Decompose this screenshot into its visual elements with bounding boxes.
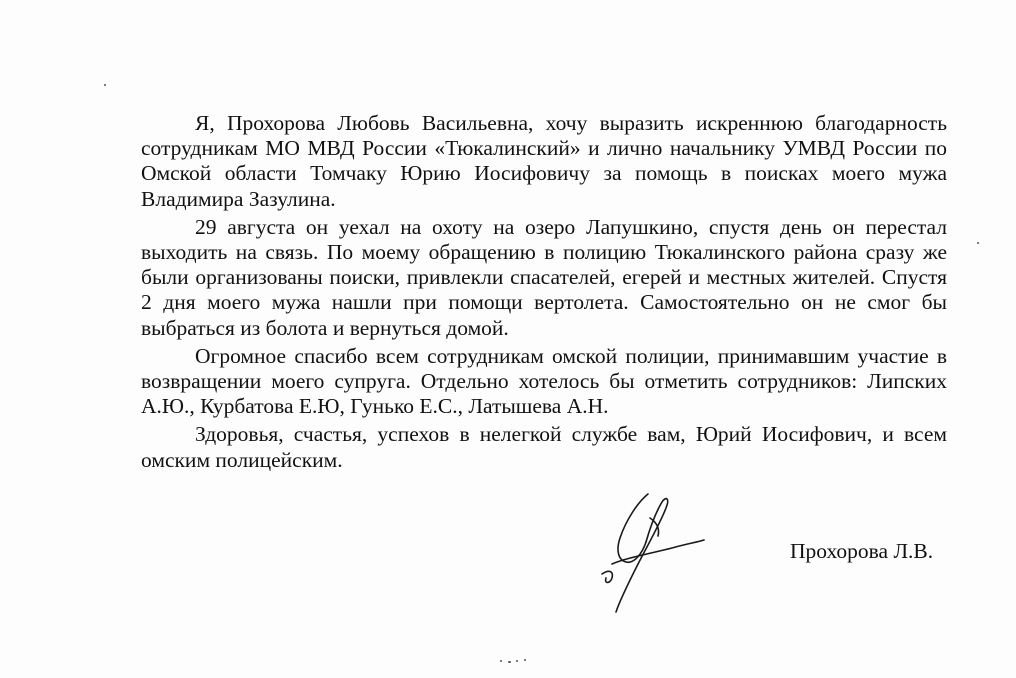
paragraph-thanks-officers: Огромное спасибо всем сотрудникам омской полиции, принимавшим участие в возвращении моего супруга. Отдельно хотелось бы отметить сотрудников: Липских А.Ю., Курбатова Е.Ю, Гунько Е.С., Латышева А.Н.: [141, 343, 947, 419]
scan-speck: [516, 660, 518, 662]
scan-speck: [977, 242, 979, 244]
scan-speck: [508, 661, 511, 663]
handwritten-signature: [590, 488, 710, 618]
scan-speck: [524, 659, 526, 661]
paragraph-gratitude: Я, Прохорова Любовь Васильевна, хочу выразить искреннюю благодарность сотрудникам МО МВД России «Тюкалинский» и лично начальнику УМВД России по Омской области Томчаку Юрию Иосифовичу за помощь в поисках моего мужа Владимира Зазулина.: [141, 111, 947, 211]
paragraph-search-story: 29 августа он уехал на охоту на озеро Лапушкино, спустя день он перестал выходить на связь. По моему обращению в полицию Тюкалинского района сразу же были организованы поиски, привлекли спасателей, егерей и местных жителей. Спустя 2 дня моего мужа нашли при помощи вертолета. Самостоятельно он не смог бы выбраться из болота и вернуться домой.: [141, 214, 947, 340]
paragraph-wishes: Здоровья, счастья, успехов в нелегкой службе вам, Юрий Иосифович, и всем омским полицейским.: [141, 422, 947, 472]
letter-body: [141, 111, 947, 476]
scan-speck: [104, 84, 106, 86]
scan-speck: [500, 660, 502, 662]
signature-name: Прохорова Л.В.: [790, 539, 934, 563]
